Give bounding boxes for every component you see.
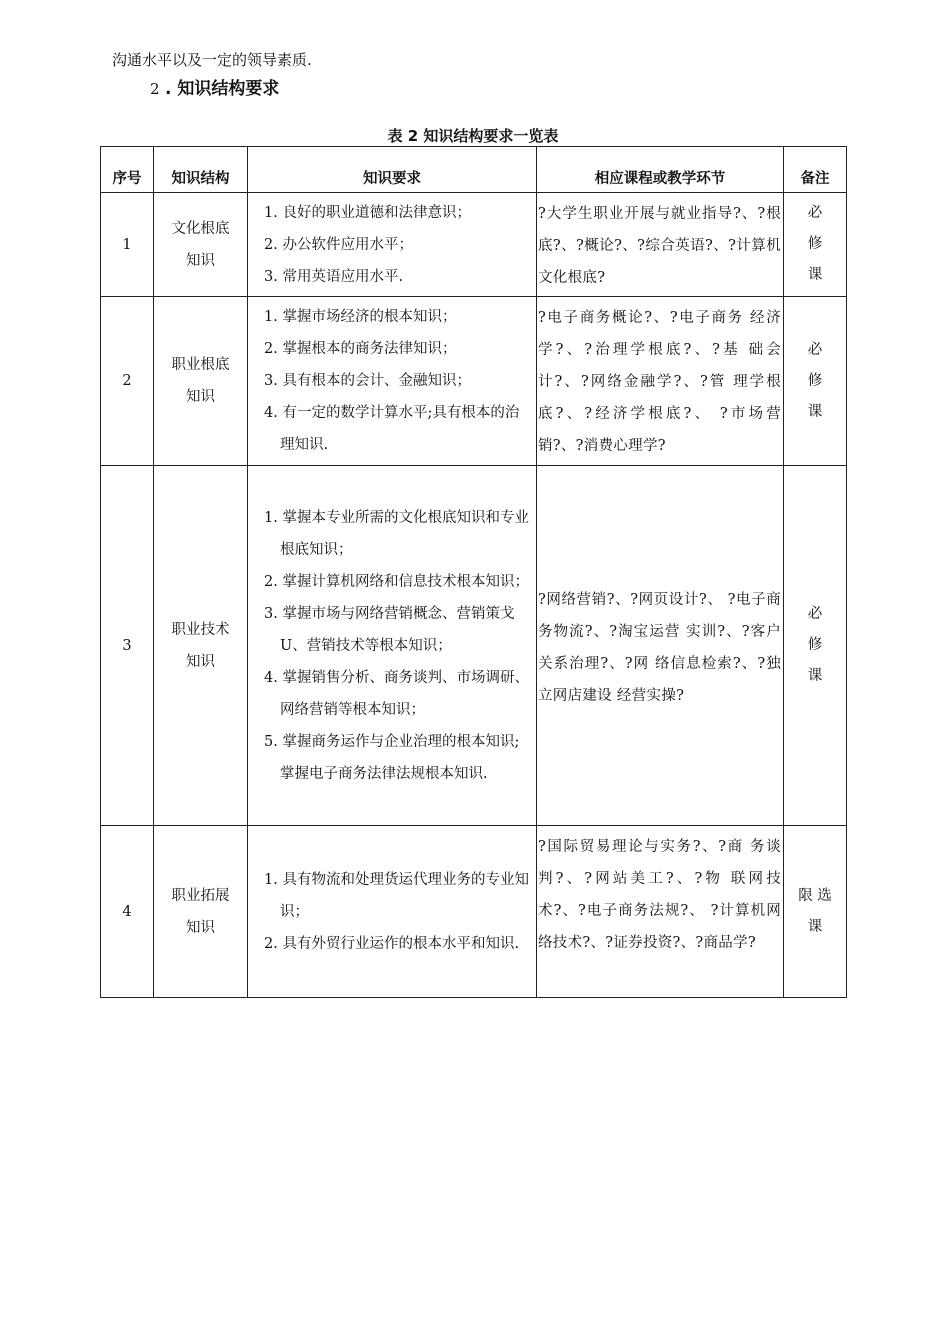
requirement-item: 4. 有一定的数学计算水平;具有根本的治理知识. [264,405,520,453]
row-note [784,297,847,466]
header-num: 序号 [101,147,154,193]
requirement-item: 2. 掌握计算机网络和信息技术根本知识； [264,573,529,590]
row-structure [154,297,248,466]
note-char: 必 [807,606,823,622]
row-requirements [248,297,537,466]
table-header-row [101,147,847,193]
section-heading [150,78,279,100]
table-caption: 表 2 知识结构要求一览表 [387,127,559,145]
row-number: 3 [101,466,154,826]
row-courses [537,193,784,297]
requirement-item: 1. 良好的职业道德和法律意识； [264,204,471,221]
requirement-item: 3. 具有根本的会计、金融知识； [264,373,471,389]
section-title: . 知识结构要求 [164,79,280,99]
note-char: 课 [807,403,823,420]
requirement-item: 5. 掌握商务运作与企业治理的根本知识;掌握电子商务法律法规根本知识. [264,733,520,782]
row-courses [537,297,784,466]
row-note [784,826,847,998]
structure-line: 职业技术 [171,621,230,638]
requirement-item: 3. 常用英语应用水平. [264,268,404,285]
knowledge-table [100,146,847,998]
row-courses [537,466,784,826]
intro-line: 沟通水平以及一定的领导素质. [112,51,312,69]
requirement-item: 2. 掌握根本的商务法律知识； [264,341,457,357]
structure-line: 文化根底 [171,220,230,237]
note-char: 课 [807,267,823,283]
table-row [101,193,847,297]
structure-line: 知识 [186,389,215,405]
requirement-item: 1. 具有物流和处理货运代理业务的专业知识； [264,871,529,920]
requirement-item: 4. 掌握销售分析、商务谈判、市场调研、网络营销等根本知识； [264,669,529,718]
course-text: ?大学生职业开展与就业指导?、?根底?、?概论?、?综合英语?、?计算机文化根底? [538,206,781,286]
row-number: 1 [101,193,154,297]
row-structure [154,466,248,826]
table-row [101,466,847,826]
header-struct: 知识结构 [154,147,248,193]
row-requirements [248,466,537,826]
requirement-item: 2. 具有外贸行业运作的根本水平和知识. [264,935,520,952]
note-char: 课 [807,668,823,684]
section-number: 2 [150,80,160,98]
row-requirements [248,193,537,297]
row-requirements [248,826,537,998]
structure-line: 知识 [186,919,215,936]
row-number: 2 [101,297,154,466]
course-text: ?电子商务概论?、?电子商务 经济学?、?治理学根底?、?基 础会计?、?网络金融学?、?管 理学根底?、?经济学根底?、 ?市场营销?、?消费心理学? [538,310,781,454]
row-note [784,193,847,297]
requirement-item: 2. 办公软件应用水平； [264,236,413,253]
table-row [101,826,847,998]
row-note [784,466,847,826]
structure-line: 知识 [186,653,215,670]
structure-line: 知识 [186,252,215,269]
row-structure [154,193,248,297]
structure-line: 职业拓展 [171,887,230,904]
structure-line: 职业根底 [171,357,230,373]
note-char: 课 [807,918,823,935]
header-courses: 相应课程或教学环节 [537,147,784,193]
note-char: 修 [807,372,823,389]
table-row [101,297,847,466]
note-char: 限 选 [798,887,832,904]
requirement-item: 1. 掌握市场经济的根本知识； [264,309,457,325]
requirement-item: 3. 掌握市场与网络营销概念、营销策戈U、营销技术等根本知识； [264,605,515,654]
note-char: 修 [807,637,823,653]
note-char: 必 [807,341,823,358]
course-text: ?国际贸易理论与实务?、?商 务谈判?、?网站美工?、?物 联网技术?、?电子商务法规?、 ?计算机网络技术?、?证券投资?、?商品学? [538,839,781,951]
requirement-item: 1. 掌握本专业所需的文化根底知识和专业根底知识； [264,509,529,558]
header-note: 备注 [784,147,847,193]
row-structure [154,826,248,998]
note-char: 必 [807,205,823,221]
header-req: 知识要求 [248,147,537,193]
note-char: 修 [807,236,823,252]
course-text: ?网络营销?、?网页设计?、 ?电子商务物流?、?淘宝运营 实训?、?客户关系治理?、?网 络信息检索?、?独立网店建设 经营实操? [538,592,781,704]
row-courses [537,826,784,998]
row-number: 4 [101,826,154,998]
